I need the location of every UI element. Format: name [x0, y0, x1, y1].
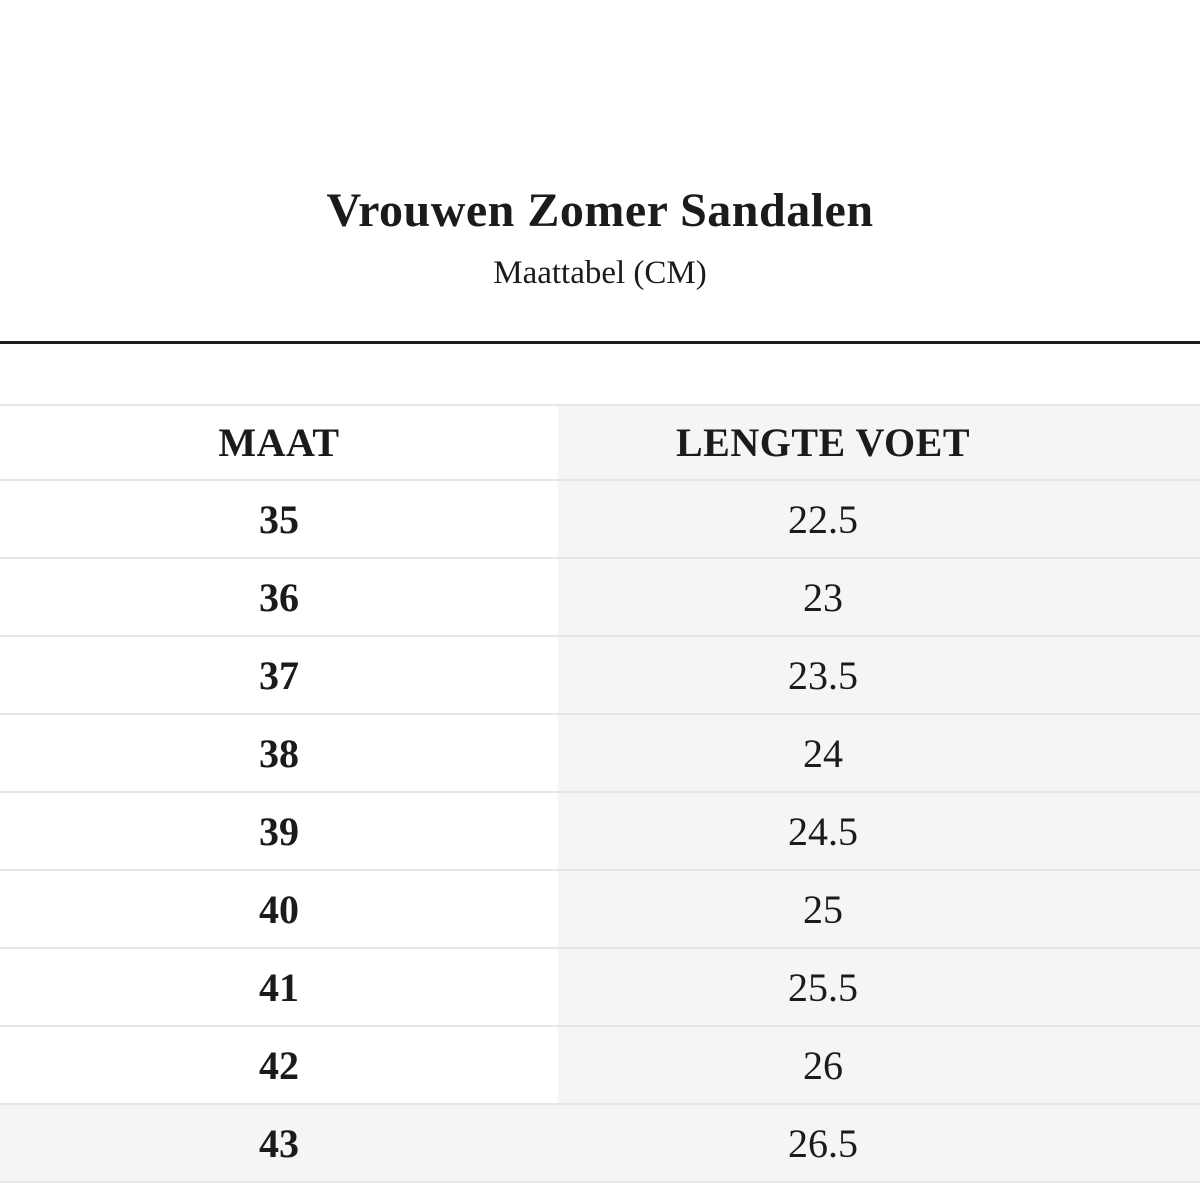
- maat-cell: 42: [0, 1026, 558, 1104]
- table-header-row: [0, 405, 1200, 480]
- lengte-voet-cell: 25: [558, 870, 1200, 948]
- maat-cell: 35: [0, 480, 558, 558]
- table-row: [0, 558, 1200, 636]
- maat-cell: 37: [0, 636, 558, 714]
- lengte-voet-cell: 25.5: [558, 948, 1200, 1026]
- lengte-voet-cell: 23.5: [558, 636, 1200, 714]
- lengte-voet-cell: 26: [558, 1026, 1200, 1104]
- page-title: Vrouwen Zomer Sandalen: [326, 184, 874, 237]
- lengte-voet-cell: 26.5: [558, 1104, 1200, 1182]
- table-row: [0, 1026, 1200, 1104]
- table-row: [0, 636, 1200, 714]
- maat-cell: 41: [0, 948, 558, 1026]
- maat-cell: 36: [0, 558, 558, 636]
- table-row: [0, 870, 1200, 948]
- maat-cell: 38: [0, 714, 558, 792]
- column-header-maat: MAAT: [0, 405, 558, 480]
- maat-cell: 43: [0, 1104, 558, 1182]
- table-row: [0, 792, 1200, 870]
- size-table-body: [0, 480, 1200, 1182]
- table-row: [0, 480, 1200, 558]
- table-row: [0, 714, 1200, 792]
- size-table: [0, 404, 1200, 1183]
- maat-cell: 40: [0, 870, 558, 948]
- lengte-voet-cell: 23: [558, 558, 1200, 636]
- column-header-lengte-voet: LENGTE VOET: [558, 405, 1200, 480]
- table-row: [0, 948, 1200, 1026]
- maat-cell: 39: [0, 792, 558, 870]
- page-subtitle: Maattabel (CM): [493, 255, 707, 291]
- lengte-voet-cell: 24.5: [558, 792, 1200, 870]
- lengte-voet-cell: 24: [558, 714, 1200, 792]
- divider-rule: [0, 341, 1200, 344]
- lengte-voet-cell: 22.5: [558, 480, 1200, 558]
- table-row: [0, 1104, 1200, 1182]
